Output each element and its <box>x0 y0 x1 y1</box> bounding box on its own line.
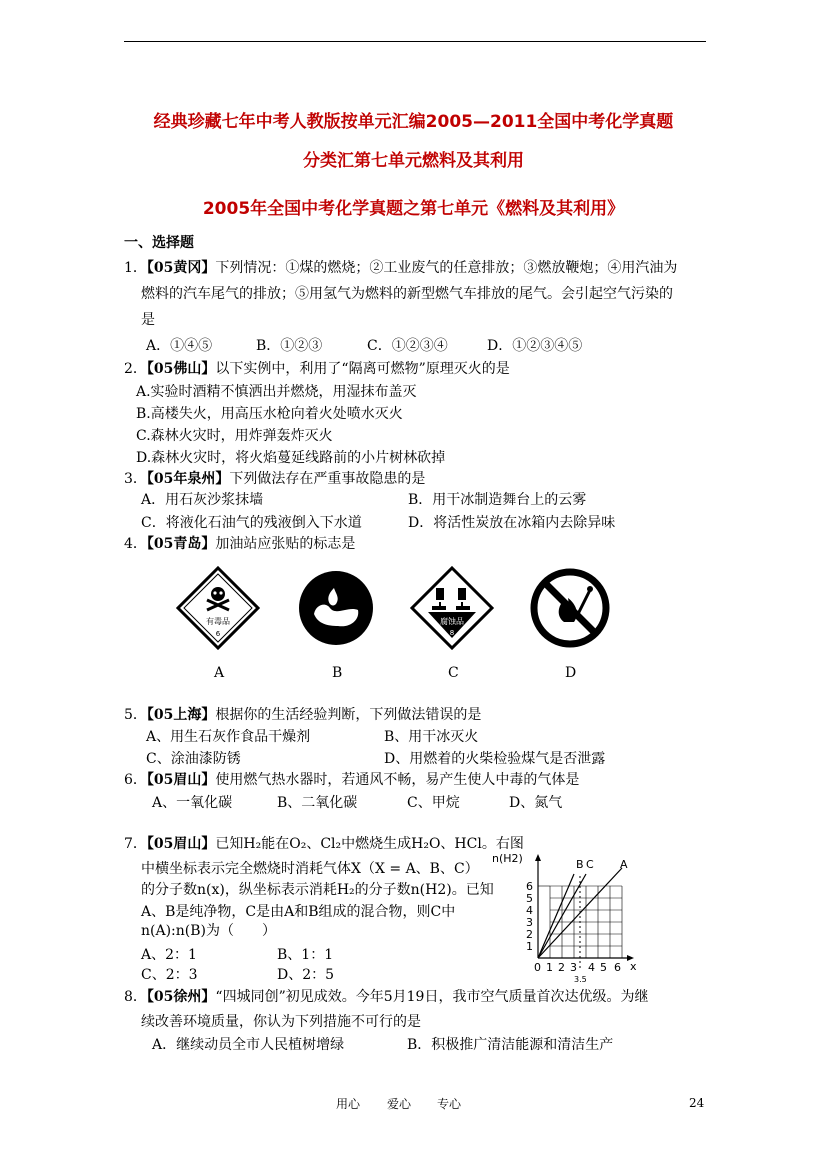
section-heading: 一、选择题 <box>124 235 194 251</box>
q6-option-a: A、一氧化碳 <box>152 795 233 811</box>
q6-stem: 6．【05眉山】使用燃气热水器时，若通风不畅，易产生使人中毒的气体是 <box>124 772 580 788</box>
graph-y-tick: 6 <box>526 880 533 893</box>
q4-label-c: C <box>448 665 459 681</box>
q5-option-a: A、用生石灰作食品干燥剂 <box>146 729 311 745</box>
q8-option-b: B．积极推广清洁能源和清洁生产 <box>407 1037 614 1053</box>
q5-option-c: C、涂油漆防锈 <box>146 751 241 767</box>
q5-option-b: B、用干冰灭火 <box>384 729 479 745</box>
no-fire-sign-icon <box>528 566 612 650</box>
footer-text-3: 专心 <box>437 1097 462 1111</box>
q7-line1: 7．【05眉山】已知H₂能在O₂、Cl₂中燃烧生成H₂O、HCl。右图 <box>124 836 524 852</box>
q3-option-d: D．将活性炭放在冰箱内去除异味 <box>408 515 616 531</box>
q5-option-d: D、用燃着的火柴检验煤气是否泄露 <box>384 751 606 767</box>
graph-x-tick: 6 <box>614 961 621 974</box>
q1-line3: 是 <box>141 312 155 328</box>
graph-x-tick: 3 <box>570 961 577 974</box>
title-line-1: 经典珍藏七年中考人教版按单元汇编2005—2011全国中考化学真题 <box>153 112 674 132</box>
graph-line-label-c: C <box>586 858 594 871</box>
q2-option-a: A.实验时酒精不慎洒出并燃烧，用湿抹布盖灭 <box>136 384 417 400</box>
q2-option-b: B.高楼失火，用高压水枪向着火处喷水灭火 <box>136 406 403 422</box>
q7-option-a: A、2：1 <box>141 947 197 963</box>
q8-line2: 续改善环境质量，你认为下列措施不可行的是 <box>141 1014 421 1030</box>
q6-option-b: B、二氧化碳 <box>277 795 358 811</box>
q3-option-c: C．将液化石油气的残液倒入下水道 <box>141 515 362 531</box>
title-line-2: 分类汇第七单元燃料及其利用 <box>303 151 524 171</box>
q1-line1: 1．【05黄冈】下列情况：①煤的燃烧；②工业废气的任意排放；③燃放鞭炮；④用汽油为 <box>124 260 678 276</box>
q4-label-d: D <box>565 665 577 681</box>
graph-x-label: x <box>630 960 637 973</box>
q3-option-a: A．用石灰沙浆抹墙 <box>141 492 264 508</box>
q2-option-d: D.森林火灾时，将火焰蔓延线路前的小片树林砍掉 <box>136 450 446 466</box>
q7-option-d: D、2：5 <box>277 967 335 983</box>
q1-line2: 燃料的汽车尾气的排放；⑤用氢气为燃料的新型燃气车排放的尾气。会引起空气污染的 <box>141 286 673 302</box>
toxic-sign-icon <box>176 566 260 650</box>
graph-marker-label: 3.5 <box>574 975 587 984</box>
q1-option-b: B．①②③ <box>256 338 323 354</box>
graph-x-tick: 5 <box>600 961 607 974</box>
page-number: 24 <box>689 1096 705 1110</box>
q1-option-c: C．①②③④ <box>367 338 448 354</box>
q6-option-c: C、甲烷 <box>407 795 460 811</box>
q7-option-b: B、1：1 <box>277 947 334 963</box>
q7-line2: 中横坐标表示完全燃烧时消耗气体X（X = A、B、C） <box>141 861 479 877</box>
q4-stem: 4．【05青岛】加油站应张贴的标志是 <box>124 536 356 552</box>
q7-option-c: C、2：3 <box>141 967 198 983</box>
corrosive-sign-text: 腐蚀品 <box>440 617 464 626</box>
toxic-sign-text: 有毒品 <box>206 617 230 626</box>
graph-y-label: n(H2) <box>492 852 523 865</box>
q7-line3: 的分子数n(x)，纵坐标表示消耗H₂的分子数n(H2)。已知 <box>141 882 494 898</box>
graph-line-label-b: B <box>576 858 584 871</box>
q7-line4: A、B是纯净物，C是由A和B组成的混合物，则C中 <box>141 904 456 920</box>
graph-y-tick: 4 <box>526 904 533 917</box>
toxic-sign-number: 6 <box>215 630 221 638</box>
q1-option-a: A．①④⑤ <box>146 338 213 354</box>
q2-option-c: C.森林火灾时，用炸弹轰炸灭火 <box>136 428 333 444</box>
q3-option-b: B．用干冰制造舞台上的云雾 <box>408 492 587 508</box>
graph-y-tick: 2 <box>526 928 533 941</box>
graph-x-tick: 0 <box>534 961 541 974</box>
footer-text-1: 用心 <box>336 1097 361 1111</box>
q7-line5: n(A):n(B)为（ ） <box>141 923 276 939</box>
q4-label-b: B <box>332 665 343 681</box>
graph-y-tick: 3 <box>526 916 533 929</box>
graph-x-tick: 4 <box>588 961 595 974</box>
header-rule <box>124 41 706 42</box>
q4-label-a: A <box>214 665 225 681</box>
q1-option-d: D．①②③④⑤ <box>487 338 583 354</box>
q3-stem: 3．【05年泉州】下列做法存在严重事故隐患的是 <box>124 471 426 487</box>
q2-stem: 2．【05佛山】以下实例中，利用了“隔离可燃物”原理灭火的是 <box>124 361 510 377</box>
q5-stem: 5．【05上海】根据你的生活经验判断，下列做法错误的是 <box>124 707 482 723</box>
flammable-liquid-sign-icon <box>296 568 376 648</box>
q8-option-a: A．继续动员全市人民植树增绿 <box>152 1037 345 1053</box>
title-line-3: 2005年全国中考化学真题之第七单元《燃料及其利用》 <box>202 199 625 219</box>
graph-x-tick: 2 <box>558 961 565 974</box>
graph-y-tick: 5 <box>526 892 533 905</box>
graph-y-tick: 1 <box>526 940 533 953</box>
corrosive-sign-number: 8 <box>449 629 455 637</box>
q6-option-d: D、氮气 <box>509 795 563 811</box>
graph-line-label-a: A <box>620 858 628 871</box>
graph-x-tick: 1 <box>546 961 553 974</box>
footer-text-2: 爱心 <box>387 1097 412 1111</box>
q7-graph <box>490 846 646 986</box>
corrosive-sign-icon <box>410 566 494 650</box>
q8-line1: 8．【05徐州】“四城同创”初见成效。今年5月19日，我市空气质量首次达优级。为继 <box>124 989 649 1005</box>
